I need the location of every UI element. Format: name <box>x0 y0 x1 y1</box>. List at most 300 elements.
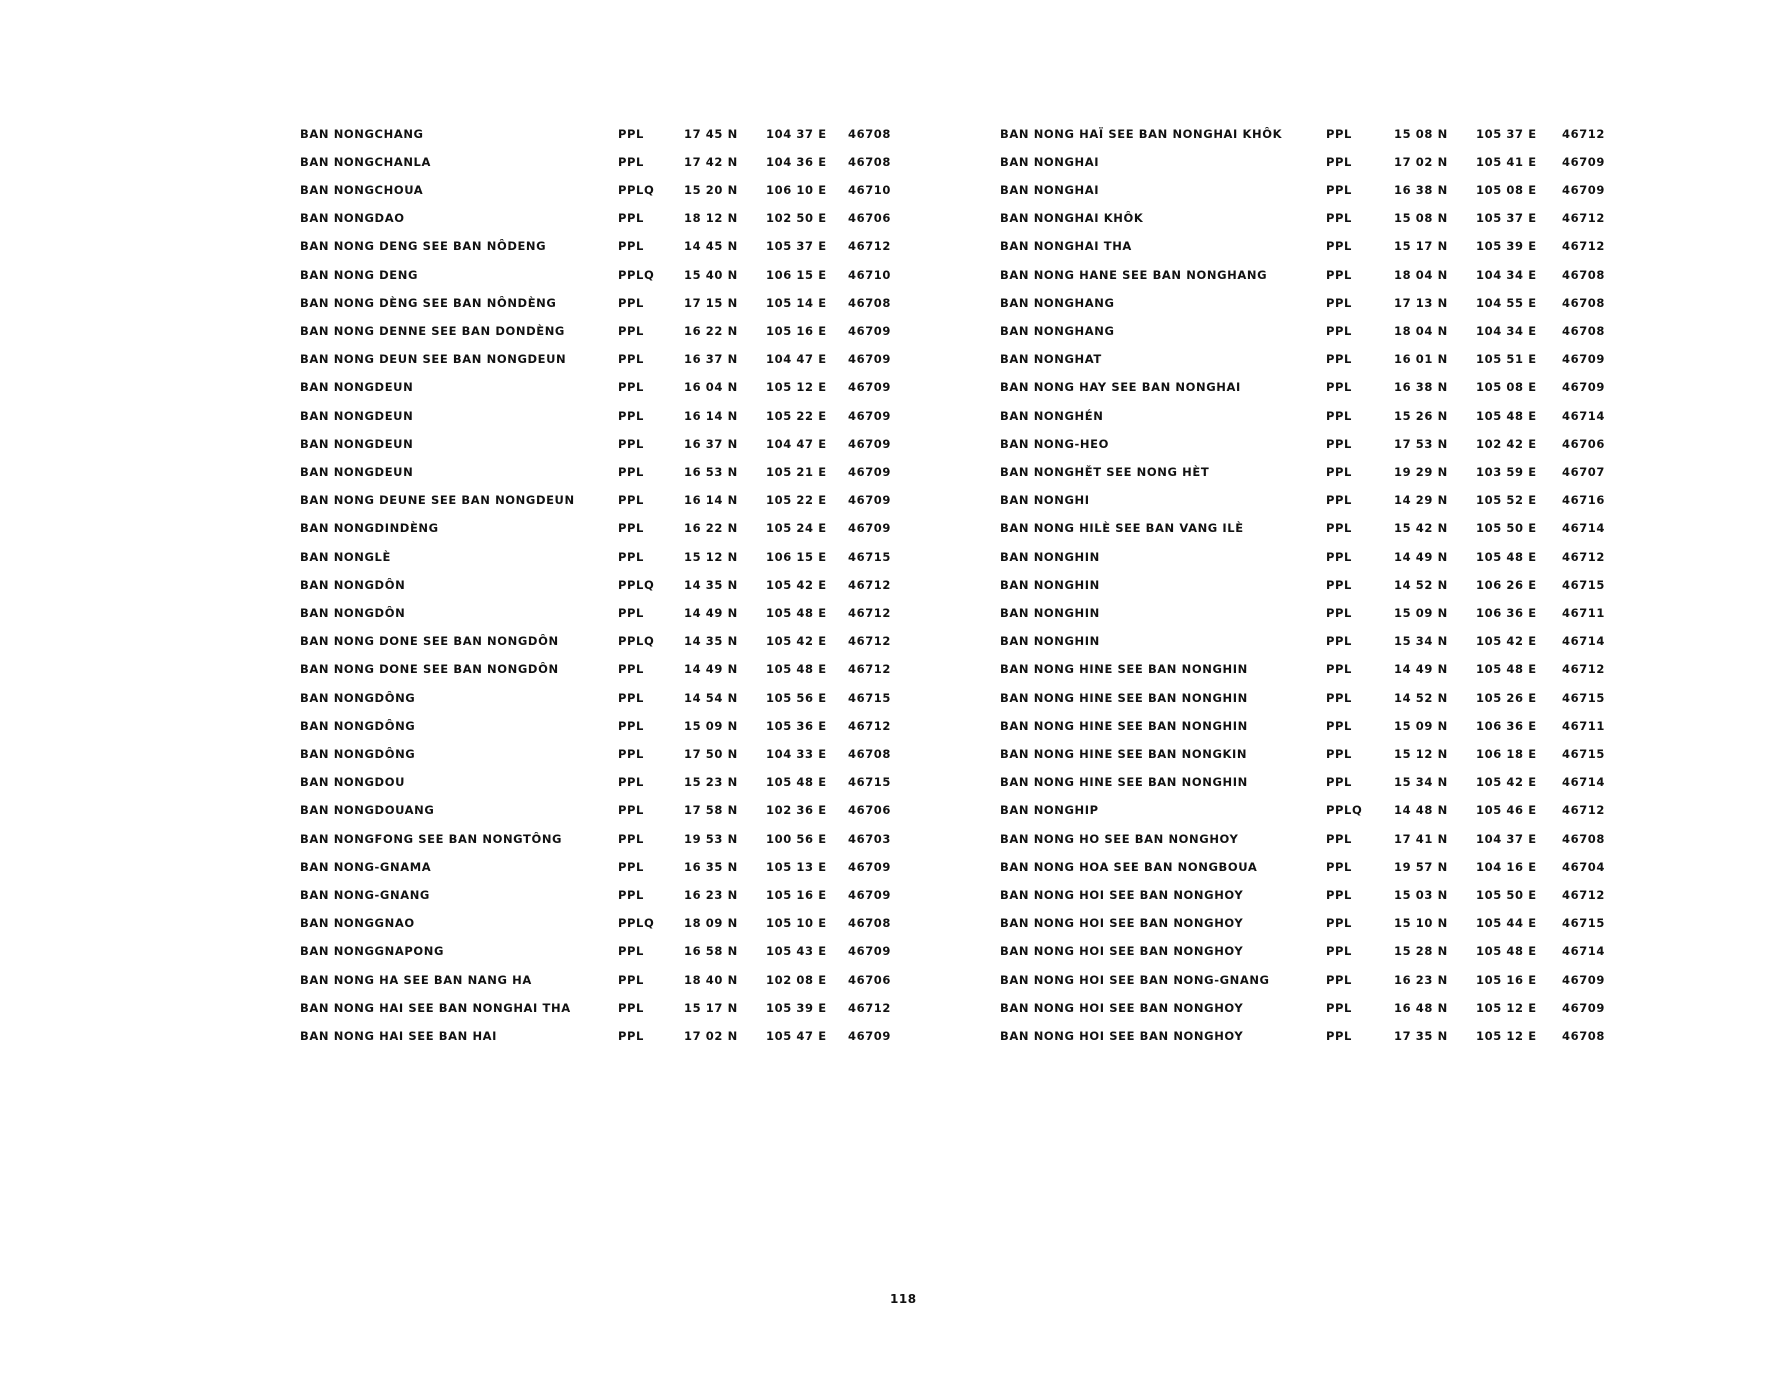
entry-designation: PPL <box>1326 268 1352 282</box>
gazetteer-entry <box>300 571 1080 599</box>
entry-name: BAN NONG HA SEE BAN NANG HA <box>300 973 532 987</box>
entry-map-sheet: 46712 <box>1562 803 1606 817</box>
entry-longitude: 105 12 E <box>766 380 827 394</box>
entry-latitude: 16 22 N <box>684 521 738 535</box>
entry-name: BAN NONG HOI SEE BAN NONGHOY <box>1000 916 1244 930</box>
entry-map-sheet: 46709 <box>1562 380 1606 394</box>
entry-longitude: 105 47 E <box>766 1029 827 1043</box>
entry-latitude: 16 53 N <box>684 465 738 479</box>
entry-name: BAN NONG DEUN SEE BAN NONGDEUN <box>300 352 567 366</box>
gazetteer-entry <box>1000 740 1780 768</box>
gazetteer-entry <box>1000 684 1780 712</box>
entry-longitude: 105 36 E <box>766 719 827 733</box>
entry-latitude: 15 09 N <box>1394 606 1448 620</box>
entry-map-sheet: 46715 <box>848 550 892 564</box>
entry-designation: PPL <box>1326 662 1352 676</box>
gazetteer-entry <box>1000 204 1780 232</box>
entry-group <box>1000 261 1780 402</box>
entry-map-sheet: 46714 <box>1562 409 1606 423</box>
entry-map-sheet: 46708 <box>1562 832 1606 846</box>
gazetteer-entry <box>300 148 1080 176</box>
entry-name: BAN NONG DENG <box>300 268 419 282</box>
gazetteer-entry <box>1000 232 1780 260</box>
entry-map-sheet: 46712 <box>1562 211 1606 225</box>
entry-map-sheet: 46708 <box>1562 1029 1606 1043</box>
entry-map-sheet: 46709 <box>1562 1001 1606 1015</box>
entry-designation: PPL <box>1326 155 1352 169</box>
gazetteer-entry <box>1000 261 1780 289</box>
entry-longitude: 105 50 E <box>1476 521 1537 535</box>
entry-longitude: 105 10 E <box>766 916 827 930</box>
gazetteer-entry <box>1000 768 1780 796</box>
entry-designation: PPL <box>1326 634 1352 648</box>
gazetteer-entry <box>300 317 1080 345</box>
entry-designation: PPL <box>618 352 644 366</box>
entry-latitude: 17 02 N <box>1394 155 1448 169</box>
entry-latitude: 16 14 N <box>684 409 738 423</box>
entry-map-sheet: 46709 <box>1562 183 1606 197</box>
entry-map-sheet: 46709 <box>1562 352 1606 366</box>
entry-map-sheet: 46715 <box>1562 691 1606 705</box>
entry-designation: PPL <box>618 324 644 338</box>
entry-name: BAN NONGHANG <box>1000 324 1115 338</box>
entry-name: BAN NONGDEUN <box>300 409 414 423</box>
entry-name: BAN NONGLÈ <box>300 550 391 564</box>
entry-designation: PPL <box>618 437 644 451</box>
entry-latitude: 14 52 N <box>1394 691 1448 705</box>
entry-name: BAN NONG HOA SEE BAN NONGBOUA <box>1000 860 1258 874</box>
gazetteer-entry <box>1000 994 1780 1022</box>
entry-group <box>300 120 1080 261</box>
entry-map-sheet: 46708 <box>1562 296 1606 310</box>
entry-designation: PPL <box>618 860 644 874</box>
entry-map-sheet: 46709 <box>848 324 892 338</box>
entry-latitude: 15 09 N <box>684 719 738 733</box>
entry-latitude: 15 17 N <box>1394 239 1448 253</box>
entry-longitude: 105 39 E <box>766 1001 827 1015</box>
entry-latitude: 16 01 N <box>1394 352 1448 366</box>
entry-longitude: 106 10 E <box>766 183 827 197</box>
entry-map-sheet: 46712 <box>848 239 892 253</box>
entry-designation: PPL <box>618 211 644 225</box>
entry-latitude: 17 35 N <box>1394 1029 1448 1043</box>
entry-longitude: 103 59 E <box>1476 465 1537 479</box>
gazetteer-entry <box>300 430 1080 458</box>
entry-designation: PPLQ <box>618 183 655 197</box>
gazetteer-entry <box>1000 176 1780 204</box>
gazetteer-entry <box>1000 796 1780 824</box>
entry-longitude: 105 12 E <box>1476 1029 1537 1043</box>
entry-designation: PPL <box>1326 493 1352 507</box>
entry-name: BAN NONGDÔN <box>300 606 406 620</box>
entry-designation: PPLQ <box>618 634 655 648</box>
gazetteer-entry <box>300 458 1080 486</box>
entry-designation: PPL <box>618 1001 644 1015</box>
gazetteer-entry <box>300 881 1080 909</box>
entry-longitude: 105 41 E <box>1476 155 1537 169</box>
entry-map-sheet: 46714 <box>1562 521 1606 535</box>
entry-longitude: 105 48 E <box>766 662 827 676</box>
entry-name: BAN NONGDEUN <box>300 437 414 451</box>
entry-latitude: 17 15 N <box>684 296 738 310</box>
entry-longitude: 106 15 E <box>766 550 827 564</box>
gazetteer-entry <box>1000 317 1780 345</box>
entry-designation: PPL <box>1326 127 1352 141</box>
entry-latitude: 15 03 N <box>1394 888 1448 902</box>
entry-latitude: 14 35 N <box>684 578 738 592</box>
entry-group <box>300 543 1080 684</box>
entry-designation: PPL <box>1326 775 1352 789</box>
entry-longitude: 102 36 E <box>766 803 827 817</box>
gazetteer-entry <box>300 796 1080 824</box>
entry-designation: PPL <box>1326 888 1352 902</box>
entry-map-sheet: 46706 <box>1562 437 1606 451</box>
gazetteer-entry <box>300 176 1080 204</box>
entry-longitude: 105 48 E <box>1476 550 1537 564</box>
entry-name: BAN NONGHIN <box>1000 550 1100 564</box>
entry-map-sheet: 46712 <box>1562 662 1606 676</box>
entry-latitude: 15 42 N <box>1394 521 1448 535</box>
entry-name: BAN NONG HOI SEE BAN NONGHOY <box>1000 888 1244 902</box>
entry-map-sheet: 46708 <box>1562 324 1606 338</box>
entry-designation: PPL <box>618 719 644 733</box>
entry-longitude: 105 56 E <box>766 691 827 705</box>
entry-designation: PPL <box>618 1029 644 1043</box>
entry-designation: PPL <box>618 493 644 507</box>
entry-longitude: 100 56 E <box>766 832 827 846</box>
entry-longitude: 105 16 E <box>1476 973 1537 987</box>
entry-name: BAN NONGHIN <box>1000 606 1100 620</box>
entry-designation: PPL <box>618 888 644 902</box>
entry-map-sheet: 46708 <box>1562 268 1606 282</box>
entry-map-sheet: 46709 <box>848 1029 892 1043</box>
entry-longitude: 104 47 E <box>766 437 827 451</box>
entry-longitude: 106 26 E <box>1476 578 1537 592</box>
entry-longitude: 105 08 E <box>1476 183 1537 197</box>
entry-latitude: 19 57 N <box>1394 860 1448 874</box>
entry-map-sheet: 46704 <box>1562 860 1606 874</box>
entry-latitude: 18 12 N <box>684 211 738 225</box>
entry-name: BAN NONGGNAO <box>300 916 415 930</box>
entry-map-sheet: 46709 <box>1562 155 1606 169</box>
gazetteer-entry <box>300 261 1080 289</box>
entry-longitude: 106 36 E <box>1476 606 1537 620</box>
entry-map-sheet: 46710 <box>848 268 892 282</box>
gazetteer-entry <box>1000 514 1780 542</box>
gazetteer-entry <box>300 120 1080 148</box>
entry-name: BAN NONGHAI KHÔK <box>1000 211 1144 225</box>
entry-map-sheet: 46709 <box>1562 973 1606 987</box>
entry-name: BAN NONG HOI SEE BAN NONGHOY <box>1000 1029 1244 1043</box>
gazetteer-entry <box>300 684 1080 712</box>
entry-longitude: 105 44 E <box>1476 916 1537 930</box>
entry-longitude: 105 51 E <box>1476 352 1537 366</box>
entry-name: BAN NONGFONG SEE BAN NONGTÔNG <box>300 832 563 846</box>
entry-name: BAN NONG HINE SEE BAN NONGHIN <box>1000 662 1248 676</box>
entry-designation: PPL <box>1326 1001 1352 1015</box>
entry-designation: PPL <box>1326 691 1352 705</box>
entry-latitude: 16 38 N <box>1394 183 1448 197</box>
entry-latitude: 15 28 N <box>1394 944 1448 958</box>
gazetteer-entry <box>300 543 1080 571</box>
entry-name: BAN NONGDEUN <box>300 465 414 479</box>
entry-designation: PPL <box>1326 860 1352 874</box>
entry-longitude: 104 16 E <box>1476 860 1537 874</box>
entry-designation: PPL <box>618 662 644 676</box>
entry-longitude: 105 37 E <box>1476 127 1537 141</box>
entry-longitude: 105 52 E <box>1476 493 1537 507</box>
entry-latitude: 17 45 N <box>684 127 738 141</box>
entry-name: BAN NONG HINE SEE BAN NONGHIN <box>1000 719 1248 733</box>
gazetteer-entry <box>300 768 1080 796</box>
gazetteer-entry <box>1000 881 1780 909</box>
entry-name: BAN NONGHAT <box>1000 352 1102 366</box>
entry-map-sheet: 46712 <box>848 578 892 592</box>
entry-longitude: 106 15 E <box>766 268 827 282</box>
entry-designation: PPLQ <box>1326 803 1363 817</box>
gazetteer-entry <box>1000 909 1780 937</box>
gazetteer-entry <box>1000 571 1780 599</box>
entry-name: BAN NONGHAI <box>1000 155 1100 169</box>
entry-longitude: 105 12 E <box>1476 1001 1537 1015</box>
entry-longitude: 105 50 E <box>1476 888 1537 902</box>
entry-longitude: 105 42 E <box>766 578 827 592</box>
entry-latitude: 15 26 N <box>1394 409 1448 423</box>
entry-designation: PPL <box>1326 521 1352 535</box>
entry-latitude: 17 02 N <box>684 1029 738 1043</box>
entry-name: BAN NONG DONE SEE BAN NONGDÔN <box>300 634 559 648</box>
gazetteer-entry <box>300 486 1080 514</box>
gazetteer-entry <box>300 909 1080 937</box>
entry-map-sheet: 46712 <box>848 634 892 648</box>
entry-longitude: 105 46 E <box>1476 803 1537 817</box>
entry-latitude: 16 58 N <box>684 944 738 958</box>
entry-designation: PPL <box>1326 465 1352 479</box>
entry-name: BAN NONG HILÈ SEE BAN VANG ILÈ <box>1000 521 1244 535</box>
entry-latitude: 17 53 N <box>1394 437 1448 451</box>
entry-longitude: 105 16 E <box>766 324 827 338</box>
entry-longitude: 105 42 E <box>1476 775 1537 789</box>
gazetteer-entry <box>300 994 1080 1022</box>
entry-map-sheet: 46715 <box>1562 578 1606 592</box>
entry-longitude: 105 42 E <box>766 634 827 648</box>
entry-designation: PPL <box>618 747 644 761</box>
entry-name: BAN NONG HINE SEE BAN NONGKIN <box>1000 747 1248 761</box>
entry-name: BAN NONGHANG <box>1000 296 1115 310</box>
entry-designation: PPL <box>618 973 644 987</box>
entry-longitude: 105 14 E <box>766 296 827 310</box>
gazetteer-entry <box>300 937 1080 965</box>
entry-designation: PPL <box>1326 211 1352 225</box>
entry-group <box>300 261 1080 402</box>
entry-longitude: 105 37 E <box>766 239 827 253</box>
entry-longitude: 104 34 E <box>1476 268 1537 282</box>
entry-name: BAN NONGDÔNG <box>300 691 416 705</box>
entry-designation: PPL <box>1326 296 1352 310</box>
entry-map-sheet: 46711 <box>1562 606 1606 620</box>
entry-name: BAN NONG HOI SEE BAN NONGHOY <box>1000 944 1244 958</box>
entry-designation: PPL <box>1326 1029 1352 1043</box>
entry-latitude: 18 40 N <box>684 973 738 987</box>
entry-map-sheet: 46709 <box>848 465 892 479</box>
entry-latitude: 15 40 N <box>684 268 738 282</box>
entry-longitude: 102 08 E <box>766 973 827 987</box>
entry-map-sheet: 46709 <box>848 860 892 874</box>
entry-name: BAN NONGHI <box>1000 493 1090 507</box>
entry-map-sheet: 46703 <box>848 832 892 846</box>
gazetteer-entry <box>1000 120 1780 148</box>
entry-name: BAN NONGHIN <box>1000 634 1100 648</box>
entry-designation: PPL <box>1326 832 1352 846</box>
entry-map-sheet: 46712 <box>848 606 892 620</box>
gazetteer-entry <box>1000 712 1780 740</box>
gazetteer-entry <box>1000 402 1780 430</box>
gazetteer-entry <box>1000 430 1780 458</box>
entry-designation: PPLQ <box>618 916 655 930</box>
entry-map-sheet: 46712 <box>1562 550 1606 564</box>
entry-designation: PPL <box>1326 747 1352 761</box>
entry-map-sheet: 46712 <box>848 662 892 676</box>
entry-longitude: 105 22 E <box>766 409 827 423</box>
entry-name: BAN NONGHAI THA <box>1000 239 1132 253</box>
entry-group <box>300 684 1080 825</box>
gazetteer-entry <box>300 1022 1080 1050</box>
entry-map-sheet: 46709 <box>848 437 892 451</box>
entry-latitude: 15 34 N <box>1394 775 1448 789</box>
entry-name: BAN NONGHIP <box>1000 803 1099 817</box>
entry-longitude: 105 21 E <box>766 465 827 479</box>
entry-group <box>1000 966 1780 1107</box>
entry-map-sheet: 46716 <box>1562 493 1606 507</box>
entry-latitude: 15 08 N <box>1394 211 1448 225</box>
entry-longitude: 104 37 E <box>766 127 827 141</box>
gazetteer-entry <box>300 599 1080 627</box>
entry-group <box>300 825 1080 966</box>
entry-name: BAN NONG HAI SEE BAN HAI <box>300 1029 498 1043</box>
entry-name: BAN NONGDEUN <box>300 380 414 394</box>
entry-latitude: 16 48 N <box>1394 1001 1448 1015</box>
entry-longitude: 106 18 E <box>1476 747 1537 761</box>
entry-designation: PPL <box>618 832 644 846</box>
entry-name: BAN NONGDÔNG <box>300 747 416 761</box>
entry-longitude: 105 48 E <box>1476 944 1537 958</box>
entry-name: BAN NONG HAY SEE BAN NONGHAI <box>1000 380 1241 394</box>
entry-name: BAN NONGGNAPONG <box>300 944 444 958</box>
entry-group <box>1000 684 1780 825</box>
gazetteer-entry <box>300 966 1080 994</box>
entry-latitude: 19 53 N <box>684 832 738 846</box>
page-number: 118 <box>890 1292 917 1306</box>
entry-map-sheet: 46709 <box>848 493 892 507</box>
entry-name: BAN NONG-GNAMA <box>300 860 432 874</box>
entry-designation: PPL <box>1326 183 1352 197</box>
entry-latitude: 16 37 N <box>684 437 738 451</box>
entry-longitude: 105 13 E <box>766 860 827 874</box>
gazetteer-entry <box>300 740 1080 768</box>
entry-latitude: 19 29 N <box>1394 465 1448 479</box>
entry-name: BAN NONGDOU <box>300 775 406 789</box>
entry-longitude: 105 24 E <box>766 521 827 535</box>
gazetteer-column-left <box>300 120 1080 1107</box>
entry-map-sheet: 46710 <box>848 183 892 197</box>
entry-name: BAN NONGCHOUA <box>300 183 424 197</box>
entry-map-sheet: 46709 <box>848 380 892 394</box>
gazetteer-entry <box>1000 373 1780 401</box>
entry-designation: PPL <box>1326 239 1352 253</box>
gazetteer-entry <box>1000 486 1780 514</box>
entry-group <box>300 402 1080 543</box>
gazetteer-entry <box>1000 599 1780 627</box>
entry-latitude: 15 10 N <box>1394 916 1448 930</box>
entry-map-sheet: 46712 <box>848 1001 892 1015</box>
entry-latitude: 15 20 N <box>684 183 738 197</box>
gazetteer-entry <box>1000 1022 1780 1050</box>
entry-designation: PPL <box>1326 409 1352 423</box>
entry-name: BAN NONG-HEO <box>1000 437 1109 451</box>
entry-group <box>300 966 1080 1107</box>
entry-designation: PPL <box>618 239 644 253</box>
entry-designation: PPL <box>1326 944 1352 958</box>
entry-name: BAN NONG DENG SEE BAN NÔDENG <box>300 239 547 253</box>
entry-name: BAN NONGDINDÈNG <box>300 521 439 535</box>
gazetteer-entry <box>1000 543 1780 571</box>
entry-latitude: 16 23 N <box>684 888 738 902</box>
entry-latitude: 14 52 N <box>1394 578 1448 592</box>
entry-designation: PPL <box>618 521 644 535</box>
gazetteer-column-right <box>1000 120 1780 1107</box>
entry-map-sheet: 46709 <box>848 352 892 366</box>
entry-longitude: 102 42 E <box>1476 437 1537 451</box>
gazetteer-entry <box>1000 825 1780 853</box>
entry-latitude: 14 54 N <box>684 691 738 705</box>
entry-name: BAN NONG DÈNG SEE BAN NÔNDÈNG <box>300 296 557 310</box>
entry-longitude: 105 48 E <box>766 606 827 620</box>
entry-latitude: 15 12 N <box>684 550 738 564</box>
entry-longitude: 106 36 E <box>1476 719 1537 733</box>
gazetteer-entry <box>1000 655 1780 683</box>
entry-latitude: 14 49 N <box>684 662 738 676</box>
entry-designation: PPL <box>1326 380 1352 394</box>
entry-name: BAN NONGCHANG <box>300 127 424 141</box>
entry-map-sheet: 46708 <box>848 127 892 141</box>
entry-designation: PPL <box>1326 973 1352 987</box>
gazetteer-entry <box>300 712 1080 740</box>
entry-designation: PPL <box>1326 719 1352 733</box>
entry-name: BAN NONGDAO <box>300 211 405 225</box>
gazetteer-entry <box>300 514 1080 542</box>
entry-latitude: 14 49 N <box>684 606 738 620</box>
entry-name: BAN NONGDÔNG <box>300 719 416 733</box>
entry-designation: PPLQ <box>618 578 655 592</box>
entry-latitude: 14 45 N <box>684 239 738 253</box>
gazetteer-entry <box>1000 345 1780 373</box>
entry-longitude: 105 16 E <box>766 888 827 902</box>
entry-latitude: 17 50 N <box>684 747 738 761</box>
entry-name: BAN NONG HOI SEE BAN NONG-GNANG <box>1000 973 1270 987</box>
entry-group <box>1000 120 1780 261</box>
entry-latitude: 15 34 N <box>1394 634 1448 648</box>
entry-name: BAN NONGHAI <box>1000 183 1100 197</box>
entry-name: BAN NONG HOI SEE BAN NONGHOY <box>1000 1001 1244 1015</box>
entry-map-sheet: 46712 <box>1562 127 1606 141</box>
gazetteer-entry <box>300 853 1080 881</box>
entry-latitude: 18 09 N <box>684 916 738 930</box>
entry-name: BAN NONGDÔN <box>300 578 406 592</box>
gazetteer-entry <box>300 345 1080 373</box>
entry-latitude: 16 35 N <box>684 860 738 874</box>
entry-designation: PPL <box>1326 550 1352 564</box>
entry-latitude: 17 42 N <box>684 155 738 169</box>
